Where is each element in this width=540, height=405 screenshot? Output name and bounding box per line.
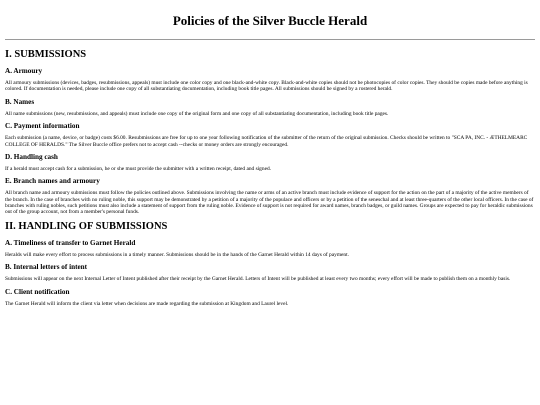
paragraph-cash: If a herald must accept cash for a submission, he or she must provide the submitter with a written receipt, dated and signed.: [5, 165, 272, 172]
paragraph-payment: Each submission (a name, device, or badge) costs $6.00. Resubmissions are free for up to one year following notification of the submitter of the return of the original submission. Checks should be written to "SCA PA, INC. - ÆTHELMEARC COLLEGE OF HERALDS." The Silver Buccle office prefers not to accept cash --checks or money orders are strongly encouraged.: [5, 135, 528, 148]
subsection-heading-armoury: A. Armoury: [5, 67, 43, 75]
paragraph-timeliness: Heralds will make every effort to process submissions in a timely manner. Submissions should be in the hands of the Garnet Herald within 14 days of payment.: [5, 251, 349, 258]
subsection-heading-timeliness: A. Timeliness of transfer to Garnet Herald: [5, 238, 136, 247]
section-heading: I. SUBMISSIONS: [5, 49, 87, 60]
paragraph-names: All name submissions (new, resubmissions, and appeals) must include one copy of the original form and one copy of all substantiating documentation, including book title pages.: [5, 110, 389, 117]
paragraph-notification: The Garnet Herald will inform the client via letter when decisions are made regarding the submission at Kingdom and Laurel level.: [5, 300, 289, 307]
section-submissions: [5, 49, 535, 216]
subsection-heading-names: B. Names: [5, 97, 35, 106]
paragraph-letters: Submissions will appear on the next Internal Letter of Intent published after their receipt by the Garnet Herald. Letters of Intent will be published at least every two months; every effort will be made to publish them on a monthly basis.: [5, 276, 511, 283]
section-heading: II. HANDLING OF SUBMISSIONS: [5, 220, 168, 232]
section-handling: [5, 221, 535, 307]
paragraph-armoury: All armoury submissions (devices, badges, resubmissions, appeals) must include one color copy and one black-and-white copy. Black-and-white copies should not be photocopies of color copies. They should be copies made before anything is colored. If documentation is needed, please include one copy of all substantiating documentation, including book title pages. All submissions should be signed by a rostered herald.: [5, 80, 528, 93]
subsection-heading-payment: C. Payment information: [5, 122, 80, 131]
subsection-heading-notification: C. Client notification: [5, 287, 70, 296]
page-title: Policies of the Silver Buccle Herald: [172, 13, 368, 28]
subsection-heading-letters: B. Internal letters of intent: [5, 263, 88, 272]
subsection-heading-branch: E. Branch names and armoury: [5, 177, 100, 186]
subsection-heading-cash: D. Handling cash: [5, 152, 58, 161]
paragraph-branch: All branch name and armoury submissions must follow the policies outlined above. Submissions involving the name or arms of an active branch must include evidence of support for the action on the part of a majority of the active members of the branch. In the case of branches with no ruling noble, this support may be demonstrated by a petition of a majority of the populace and officers or by a petition of the seneschal and at least three-quarters of the other local officers. In the case of branches with ruling nobles, such petitions must also include a statement of support from the ruling noble. Evidence of support is not required for award names, branch badges, or guild names. Groups are expected to pay for heraldic submissions out of the group account, not from a member's personal funds.: [5, 190, 534, 216]
title-divider: [5, 39, 535, 40]
